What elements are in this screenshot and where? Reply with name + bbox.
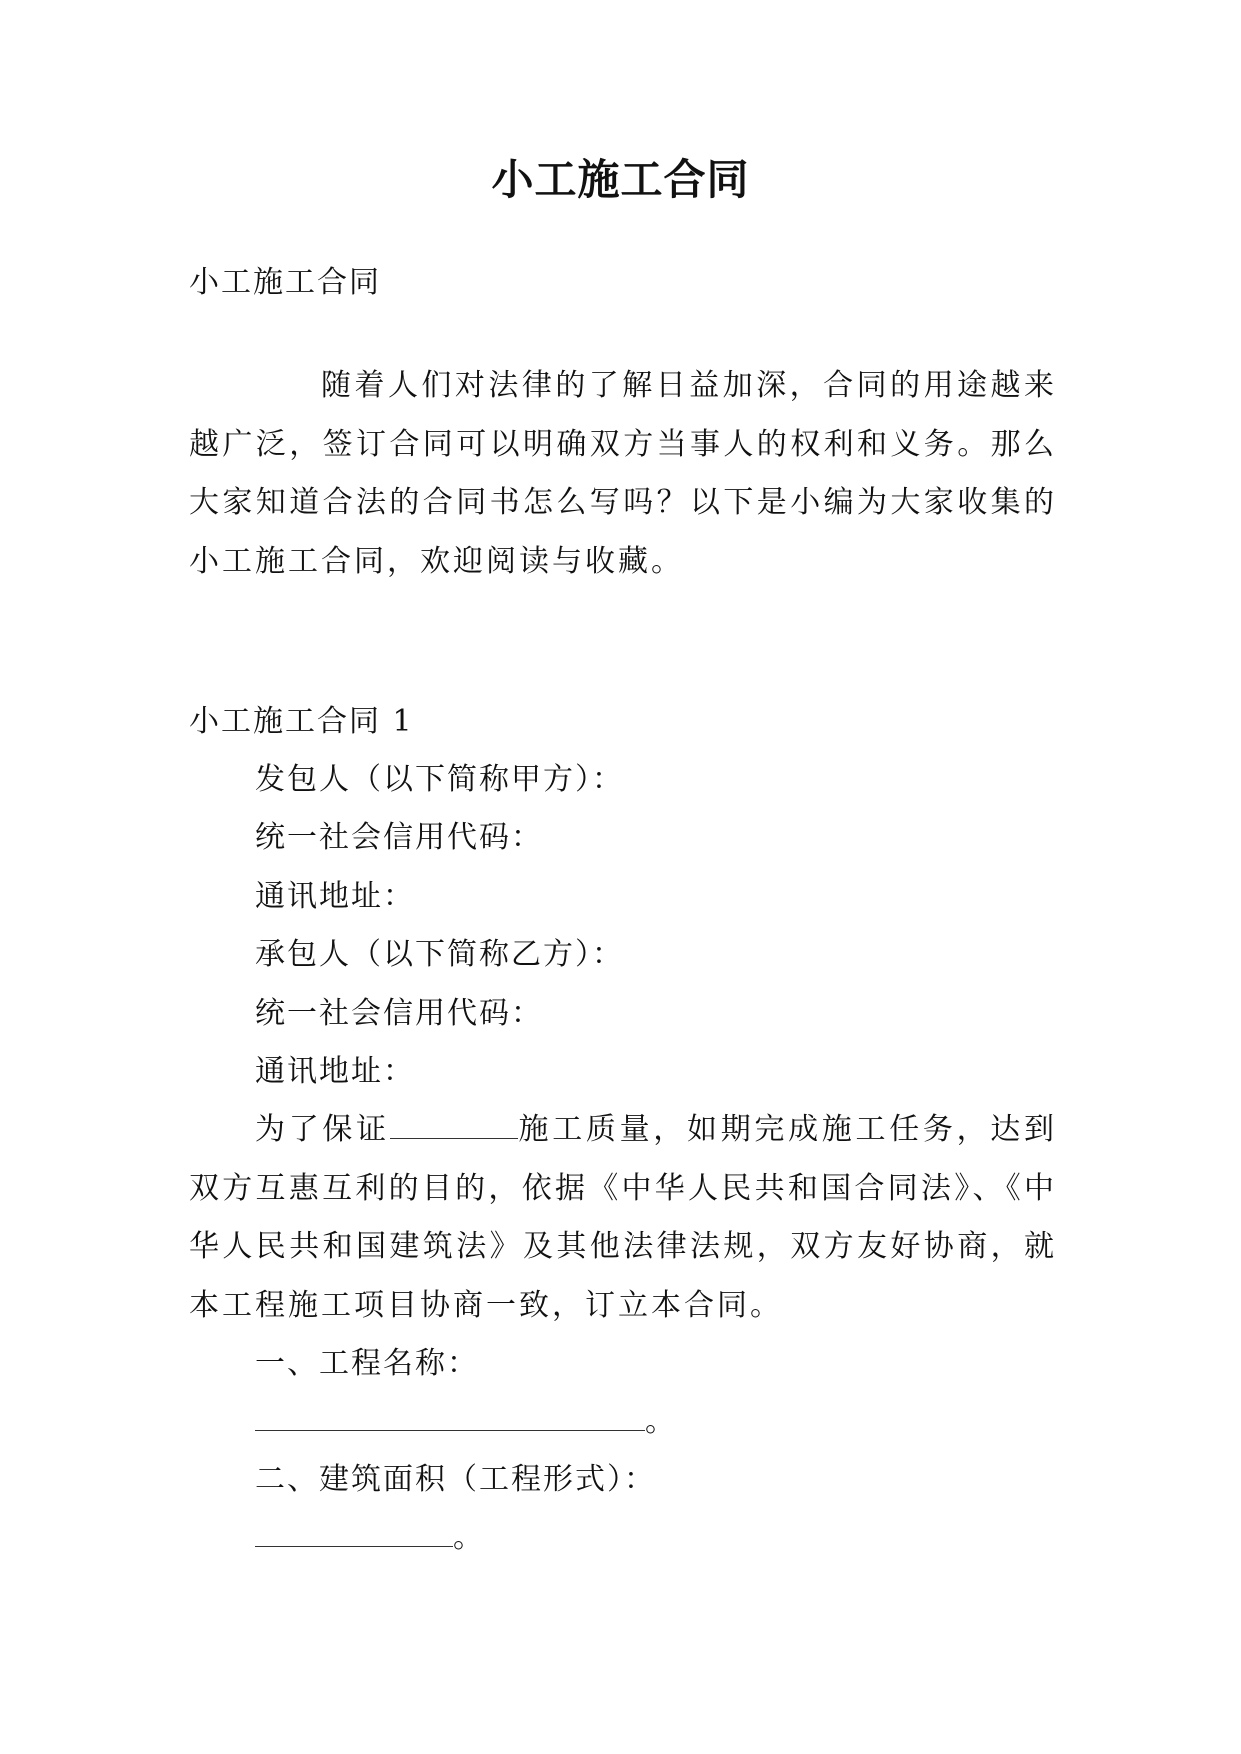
- clause-2-end: 。: [453, 1520, 485, 1555]
- section-heading: 小工施工合同 1: [189, 704, 414, 739]
- party-a-address: 通讯地址：: [255, 879, 415, 914]
- clause-1-end: 。: [645, 1404, 677, 1439]
- party-b-label: 承包人（以下简称乙方）：: [255, 937, 624, 972]
- clause-2-label: 二、建筑面积（工程形式）：: [255, 1462, 656, 1497]
- clause-1-label: 一、工程名称：: [255, 1346, 479, 1381]
- party-b-address: 通讯地址：: [255, 1054, 415, 1089]
- purpose-text-before: 为了保证: [255, 1112, 390, 1147]
- party-a-credit-code: 统一社会信用代码：: [255, 820, 543, 855]
- purpose-paragraph: [189, 1101, 1057, 1335]
- document-title: 小工施工合同: [491, 155, 750, 204]
- document-subtitle: 小工施工合同: [189, 265, 381, 300]
- clause-2-blank: [255, 1520, 453, 1547]
- intro-paragraph: 随着人们对法律的了解日益加深，合同的用途越来越广泛，签订合同可以明确双方当事人的权利和义务。那么大家知道合法的合同书怎么写吗？以下是小编为大家收集的小工施工合同，欢迎阅读与收藏。: [189, 368, 1057, 579]
- clause-1-blank: [255, 1404, 645, 1431]
- clause-2-fill-line: [255, 1518, 485, 1558]
- project-name-blank: [390, 1112, 518, 1139]
- party-b-credit-code: 统一社会信用代码：: [255, 996, 543, 1031]
- party-a-label: 发包人（以下简称甲方）：: [255, 762, 624, 797]
- purpose-text-after: 施工质量，如期完成施工任务，达到双方互惠互利的目的，依据《中华人民共和国合同法》、《中华人民共和国建筑法》及其他法律法规，双方友好协商，就本工程施工项目协商一致，订立本合同。: [189, 1112, 1058, 1323]
- clause-1-fill-line: [255, 1402, 677, 1442]
